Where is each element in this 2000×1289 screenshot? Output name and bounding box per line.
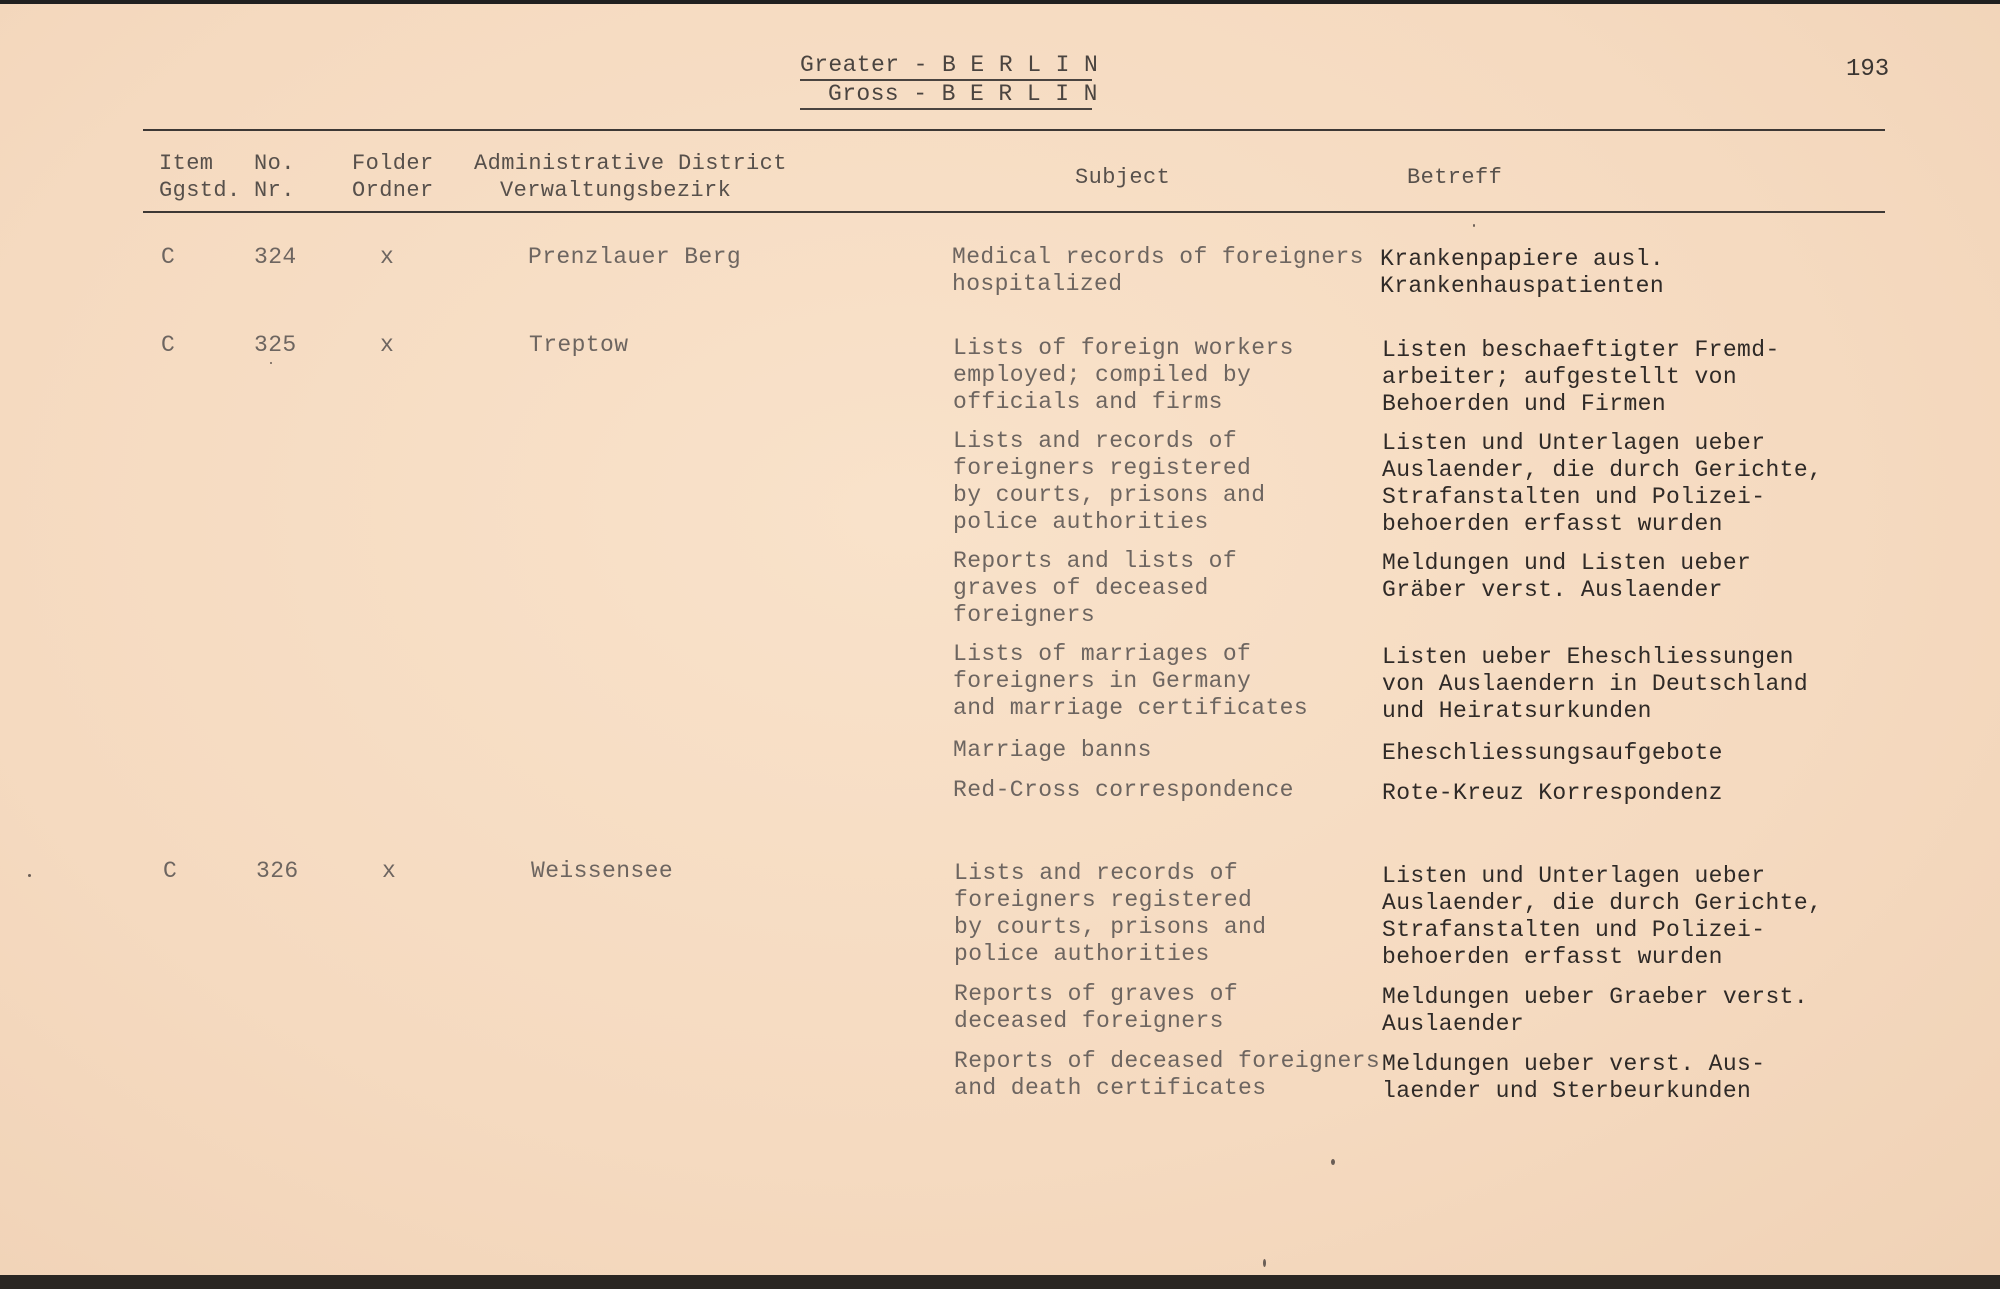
page-title — [800, 52, 1099, 110]
cell-subject: Lists and records of foreigners registered by courts, prisons and police authorities — [953, 428, 1266, 535]
title-line-english: Greater - B E R L I N — [800, 52, 1099, 78]
cell-item: C — [161, 332, 176, 358]
cell-subject: Medical records of foreigners hospitalized — [952, 244, 1364, 297]
cell-betreff: Meldungen und Listen ueber Gräber verst. Auslaender — [1382, 550, 1752, 603]
cell-folder: x — [380, 244, 395, 270]
cell-betreff: Meldungen ueber verst. Aus- laender und Sterbeurkunden — [1382, 1051, 1766, 1104]
cell-betreff: Listen und Unterlagen ueber Auslaender, die durch Gerichte, Strafanstalten und Polizei- behoerden erfasst wurden — [1382, 863, 1823, 970]
cell-item: C — [161, 244, 176, 270]
title-underline-2 — [800, 108, 1092, 110]
cell-betreff: Krankenpapiere ausl. Krankenhauspatienten — [1380, 246, 1665, 299]
header-top-rule — [143, 129, 1885, 131]
cell-no: 325 — [254, 332, 297, 358]
cell-district: Prenzlauer Berg — [528, 244, 742, 270]
cell-subject: Red-Cross correspondence — [953, 777, 1294, 803]
paper-speck — [270, 362, 272, 364]
col-header-betreff: Betreff — [1407, 165, 1503, 190]
cell-betreff: Meldungen ueber Graeber verst. Auslaender — [1382, 984, 1809, 1037]
cell-subject: Lists and records of foreigners registered by courts, prisons and police authorities — [954, 860, 1267, 967]
cell-betreff: Listen ueber Eheschliessungen von Auslaendern in Deutschland und Heiratsurkunden — [1382, 644, 1809, 724]
col-header-folder: Folder Ordner — [352, 151, 434, 203]
cell-subject: Reports of graves of deceased foreigners — [954, 981, 1239, 1034]
header-bottom-rule — [143, 211, 1885, 213]
title-line-german: Gross - B E R L I N — [828, 81, 1098, 107]
page-number: 193 — [1846, 56, 1890, 83]
cell-betreff: Rote-Kreuz Korrespondenz — [1382, 780, 1723, 806]
cell-district: Treptow — [529, 332, 629, 358]
col-header-district: Administrative District Verwaltungsbezirk — [474, 151, 787, 203]
cell-subject: Reports of deceased foreigners and death certificates — [954, 1048, 1381, 1101]
cell-subject: Marriage banns — [953, 737, 1152, 763]
col-header-subject: Subject — [1075, 165, 1171, 190]
cell-betreff: Listen und Unterlagen ueber Auslaender, die durch Gerichte, Strafanstalten und Polizei- behoerden erfasst wurden — [1382, 430, 1823, 537]
cell-subject: Reports and lists of graves of deceased foreigners — [953, 548, 1238, 628]
col-header-item: Item Ggstd. — [159, 151, 241, 203]
cell-subject: Lists of marriages of foreigners in Germany and marriage certificates — [953, 641, 1309, 721]
paper-speck — [1263, 1259, 1266, 1267]
cell-district: Weissensee — [531, 858, 674, 884]
cell-betreff: Eheschliessungsaufgebote — [1382, 740, 1723, 766]
document-page — [0, 4, 2000, 1275]
cell-item: C — [163, 858, 178, 884]
scan-border — [0, 1275, 2000, 1289]
cell-folder: x — [380, 332, 395, 358]
cell-no: 326 — [256, 858, 299, 884]
cell-subject: Lists of foreign workers employed; compiled by officials and firms — [953, 335, 1294, 415]
cell-no: 324 — [254, 244, 297, 270]
cell-folder: x — [382, 858, 397, 884]
paper-speck — [1473, 224, 1475, 227]
paper-speck — [1331, 1159, 1335, 1165]
cell-betreff: Listen beschaeftigter Fremd- arbeiter; aufgestellt von Behoerden und Firmen — [1382, 337, 1780, 417]
col-header-no: No. Nr. — [254, 151, 295, 203]
paper-speck — [28, 874, 31, 877]
